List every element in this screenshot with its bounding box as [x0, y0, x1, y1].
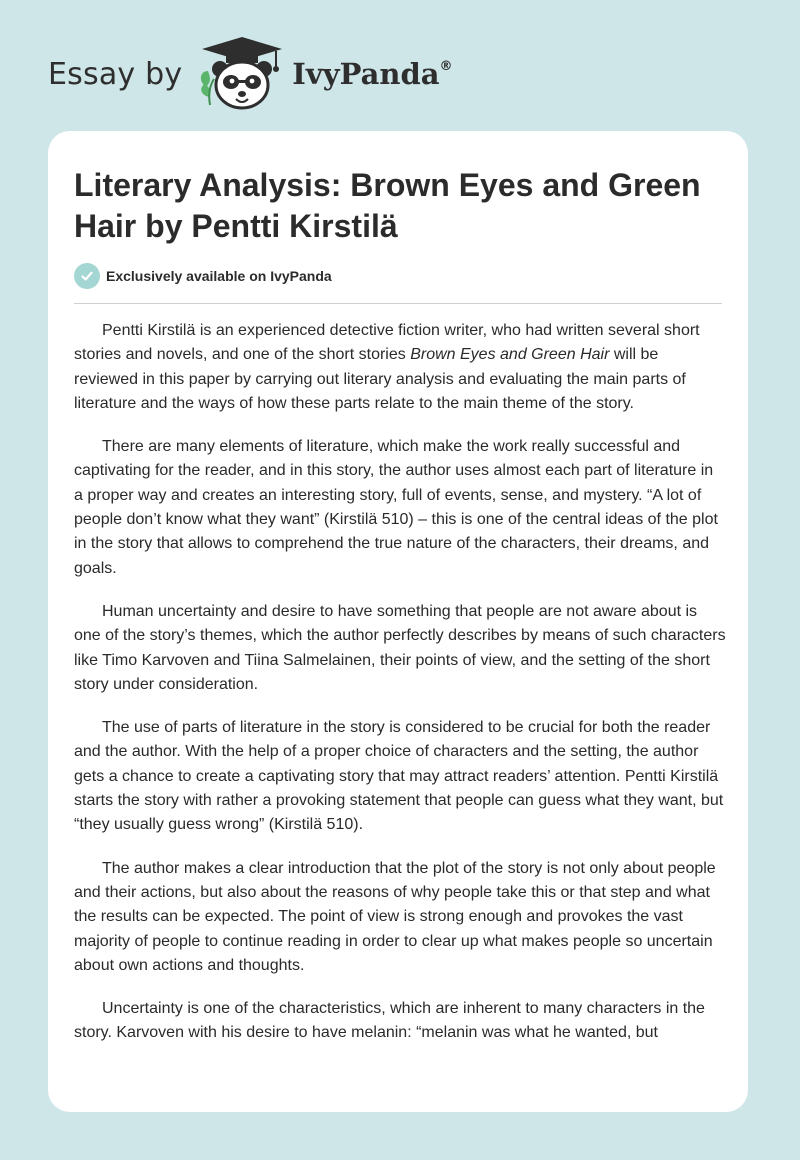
paragraph: Human uncertainty and desire to have something that people are not aware about is one of the story’s themes, which the author perfectly describes by means of such characters like Timo Karvoven and Tiina Salmelainen, their points of view, and the setting of the short story under consideration.: [74, 602, 726, 693]
essay-by-label: Essay by: [48, 56, 183, 92]
article-title: Literary Analysis: Brown Eyes and Green Hair by Pentti Kirstilä: [74, 167, 701, 244]
panda-graduate-icon[interactable]: [196, 35, 288, 113]
article-body: [74, 319, 726, 1065]
article-card: [48, 131, 748, 1112]
paragraph: The use of parts of literature in the story is considered to be crucial for both the reader and the author. With the help of a proper choice of characters and the setting, the author gets a chance to create a captivating story that may attract readers’ attention. Pentti Kirstilä starts the story with rather a provoking statement that people can guess what they want, but “they usually guess wrong” (Kirstilä 510).: [74, 719, 724, 834]
paragraph: The author makes a clear introduction that the plot of the story is not only about people and their actions, but also about the reasons of why people take this or that step and what the results can be expected. The point of view is strong enough and provokes the vast majority of people to continue reading in order to clear up what makes people so uncertain about own actions and thoughts.: [74, 859, 716, 974]
exclusive-badge: [74, 263, 332, 289]
registered-mark: ®: [439, 59, 453, 74]
paragraph: Uncertainty is one of the characteristics, which are inherent to many characters in the story. Karvoven with his desire to have melanin: “melanin was what he wanted, but: [74, 1000, 705, 1042]
paragraph: There are many elements of literature, which make the work really successful and captivating for the reader, and in this story, the author uses almost each part of literature in a proper way and creates an interesting story, full of events, sense, and mystery. “A lot of people don’t know what they want” (Kirstilä 510) – this is one of the central ideas of the plot in the story that allows to comprehend the true nature of the characters, their dreams, and goals.: [74, 438, 718, 577]
site-header: [48, 34, 453, 114]
story-title-emphasis: Brown Eyes and Green Hair: [410, 346, 610, 364]
title-divider: [74, 303, 722, 304]
paragraph: Pentti Kirstilä is an experienced detective fiction writer, who had written several short stories and novels, and one of the short stories Brown Eyes and Green Hair will be reviewed in this paper by carrying out literary analysis and evaluating the main parts of literature and the ways of how these parts relate to the main theme of the story.: [74, 322, 700, 412]
check-circle-icon: [74, 263, 100, 289]
brand-name[interactable]: IvyPanda®: [292, 57, 453, 91]
exclusive-badge-text: Exclusively available on IvyPanda: [106, 268, 332, 284]
